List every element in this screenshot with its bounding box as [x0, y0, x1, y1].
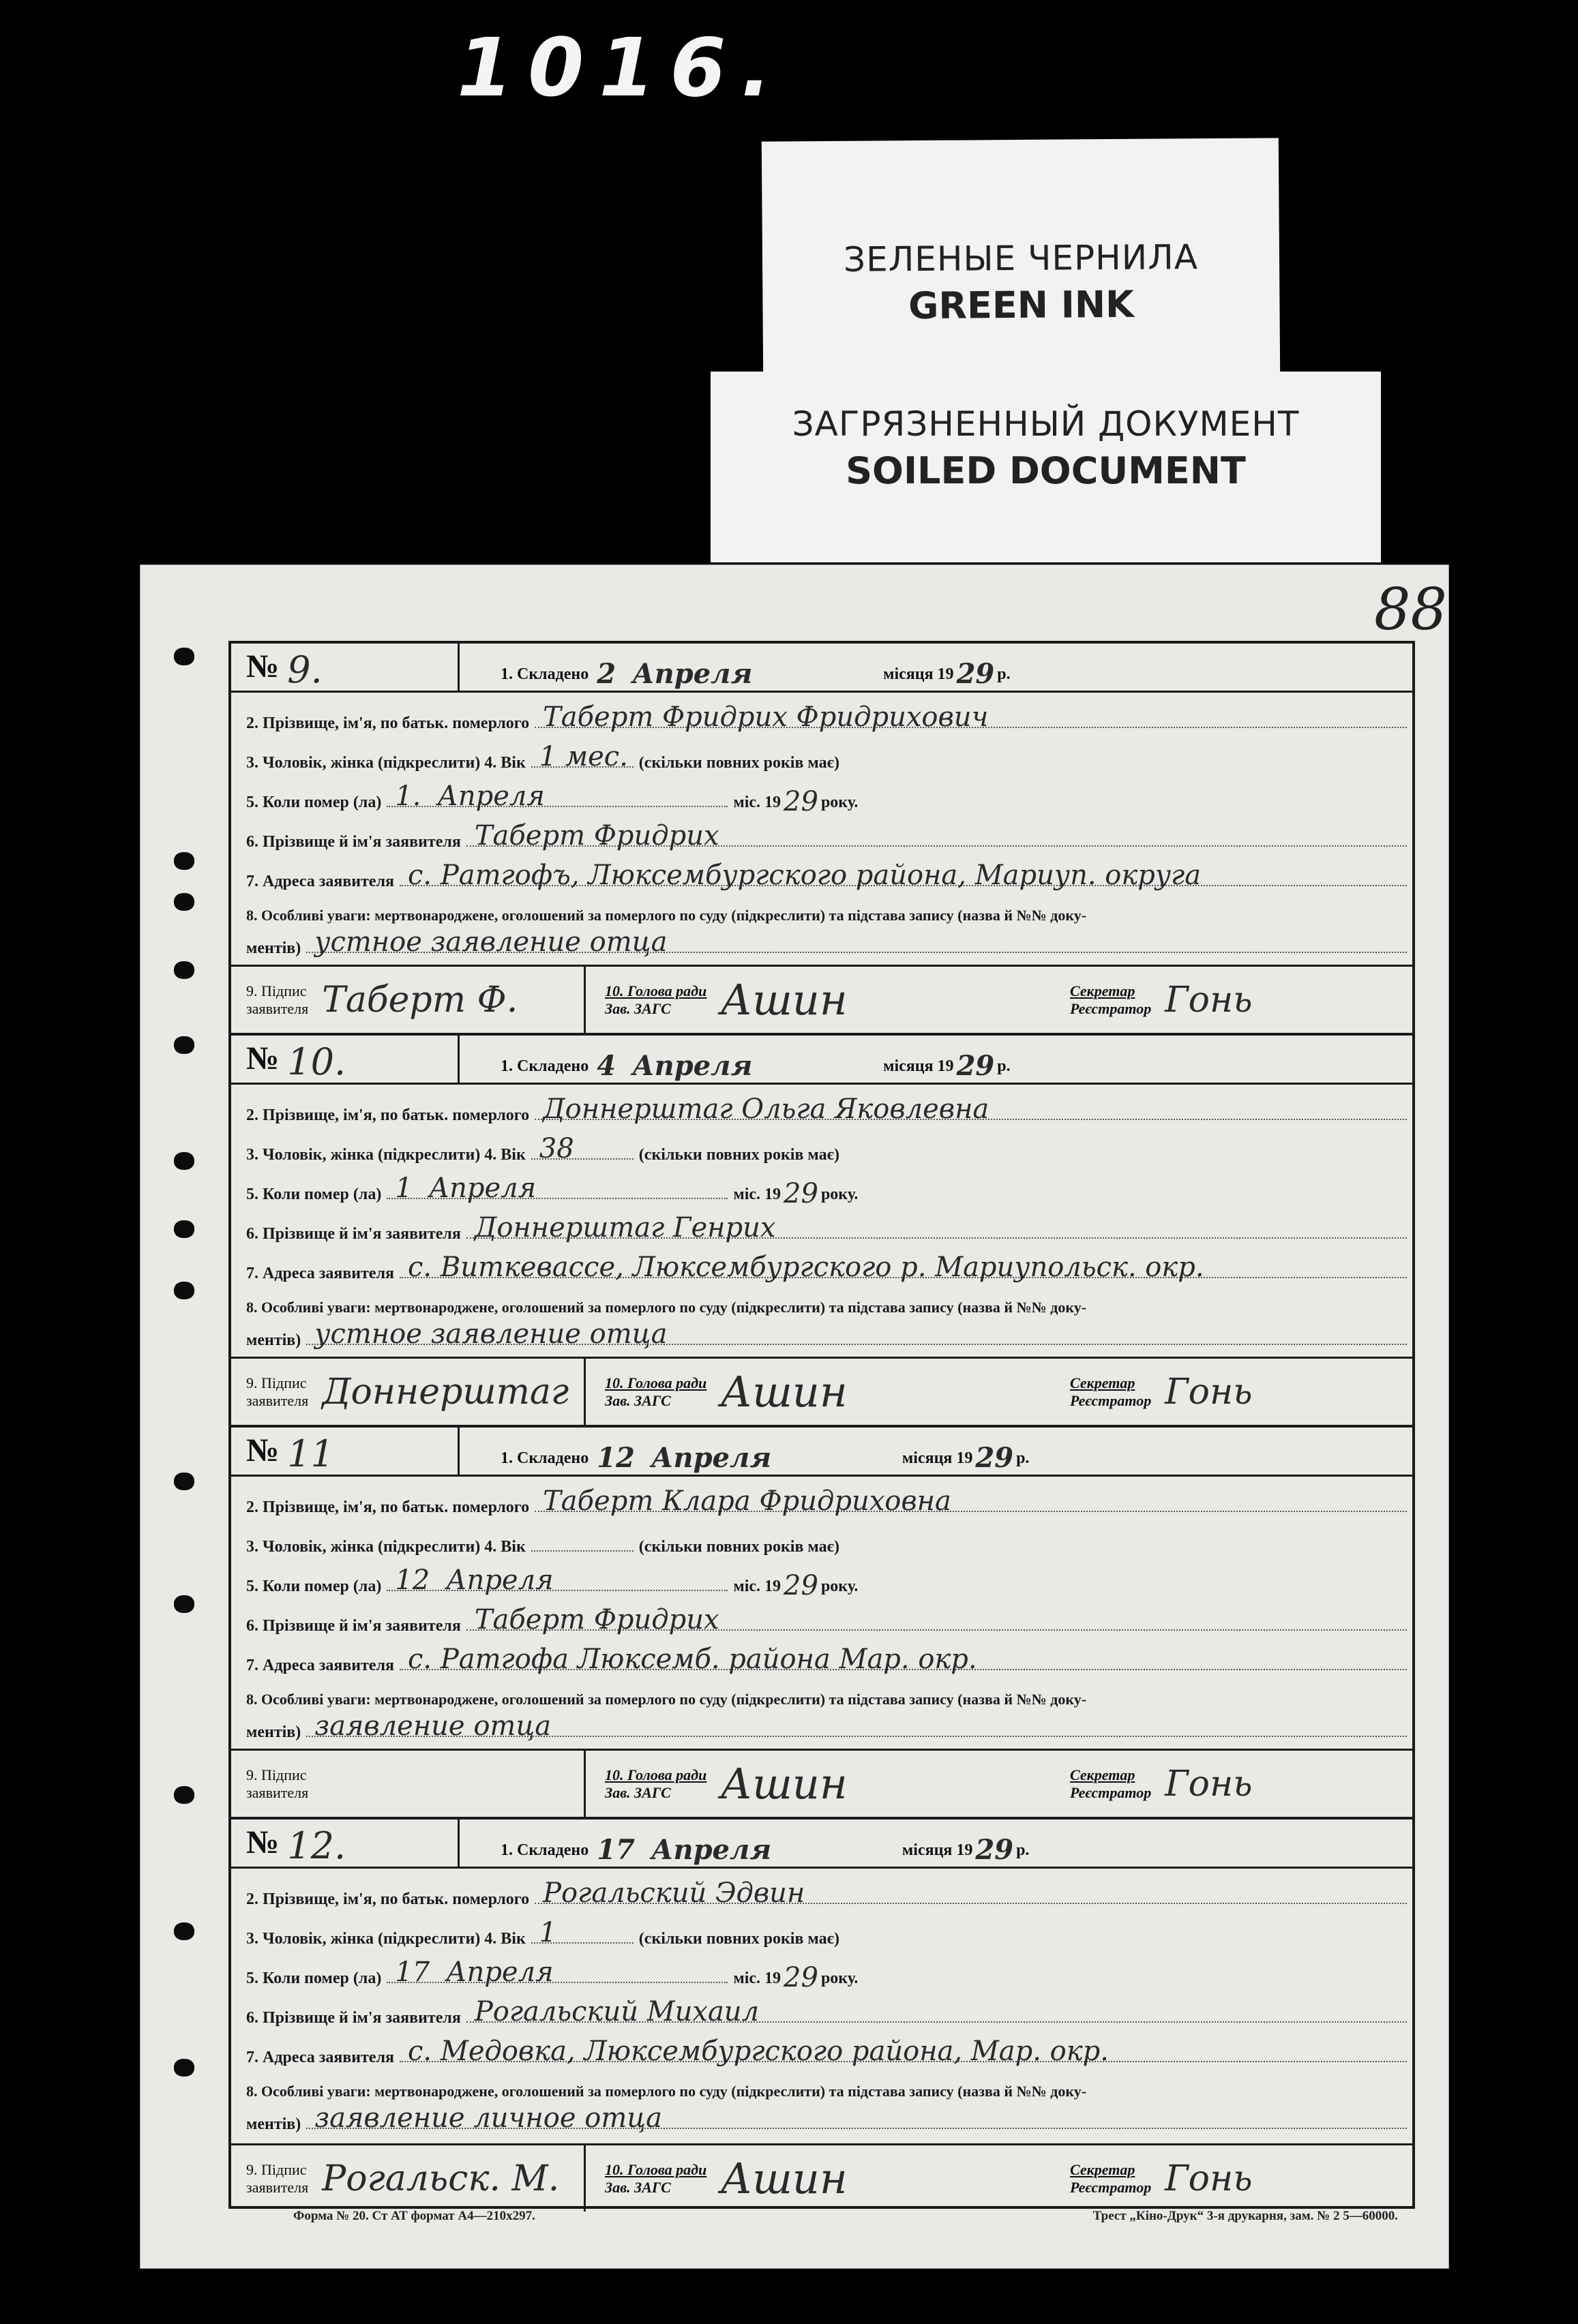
compiled-label: 1. Складено [501, 1057, 589, 1075]
binding-hole [174, 1473, 194, 1490]
death-date-label: 5. Коли помер (ла) [246, 794, 382, 811]
death-date-label: 5. Коли помер (ла) [246, 1970, 382, 1987]
death-record [231, 1820, 1412, 2212]
address-label: 7. Адреса заявителя [246, 1265, 395, 1282]
address-label: 7. Адреса заявителя [246, 1657, 395, 1674]
applicant-label: 6. Прізвище й ім'я заявителя [246, 2009, 461, 2027]
month-label: місяця 19 [902, 1841, 973, 1859]
record-header [231, 644, 1412, 693]
compiled-day: 2 [597, 658, 616, 690]
soiled-document-label [711, 372, 1381, 562]
compiled-label: 1. Складено [501, 1841, 589, 1859]
compiled-date [460, 1440, 1029, 1475]
applicant-field [466, 1996, 1407, 2027]
death-date-row [231, 1556, 1412, 1601]
death-month: Апреля [437, 781, 545, 812]
age-value: 1 [539, 1917, 557, 1948]
sex-age-label: 3. Чоловік, жінка (підкреслити) 4. Вік [246, 1538, 526, 1556]
death-month-label: міс. 19 [733, 1970, 781, 1987]
death-year: 29 [784, 1962, 818, 1993]
death-record [231, 1428, 1412, 1820]
applicant-signature-cell [231, 1751, 586, 1817]
death-year-suffix: року. [820, 1186, 859, 1203]
applicant-signature-label [246, 982, 308, 1018]
deceased-name: Таберт Клара Фридриховна [543, 1485, 951, 1517]
address-row [231, 2027, 1412, 2066]
binding-hole [174, 961, 194, 979]
year-suffix: р. [997, 1057, 1011, 1075]
head-signature-cell [586, 967, 1056, 1033]
applicant-field [466, 820, 1407, 851]
applicant-signature-label-1: 9. Підпис [246, 1766, 307, 1783]
secretary-signature-label [1070, 1374, 1151, 1410]
death-year-suffix: року. [820, 1578, 859, 1595]
applicant-signature-label-2: заявителя [246, 2178, 309, 2196]
record-number-label: № [246, 648, 280, 684]
deceased-field [535, 1093, 1407, 1125]
death-year: 29 [784, 786, 818, 817]
death-date-row [231, 772, 1412, 817]
death-date-label: 5. Коли помер (ла) [246, 1578, 382, 1595]
applicant-signature-cell [231, 967, 586, 1033]
record-number: 9. [287, 648, 323, 691]
record-number-label: № [246, 1432, 280, 1468]
notes-label: 8. Особливі уваги: мертвонароджене, оголошений за померлого по суду (підкреслити) та підстава запису (назва й №№ доку- [246, 2083, 1087, 2100]
death-date-field [387, 1957, 728, 1988]
sex-age-row [231, 732, 1412, 772]
compiled-year: 29 [975, 1442, 1014, 1474]
record-header [231, 1036, 1412, 1085]
death-month: Апреля [446, 1957, 554, 1988]
secretary-signature: Гонь [1165, 2158, 1253, 2199]
secretary-signature-cell [1056, 2145, 1412, 2212]
head-signature: Ашин [720, 975, 848, 1025]
month-label: місяця 19 [883, 665, 954, 683]
age-field [531, 1917, 634, 1948]
record-number-box [231, 1817, 460, 1867]
death-day: 1 [395, 1173, 413, 1204]
applicant-signature-label-2: заявителя [246, 1783, 309, 1801]
full-years-label: (скільки повних років має) [638, 1538, 839, 1556]
death-month: Апреля [446, 1565, 554, 1596]
secretary-signature-label-1: Секретар [1070, 1766, 1135, 1783]
death-day: 1. [395, 781, 421, 812]
notes-value: заявление личное отца [314, 2102, 663, 2134]
applicant-label: 6. Прізвище й ім'я заявителя [246, 1225, 461, 1243]
notes-row [231, 1674, 1412, 1708]
binding-hole [174, 1786, 194, 1804]
binding-hole [174, 852, 194, 870]
applicant-signature-label [246, 1766, 308, 1802]
address-label: 7. Адреса заявителя [246, 873, 395, 890]
binding-hole [174, 1282, 194, 1299]
deceased-label: 2. Прізвище, ім'я, по батьк. померлого [246, 1106, 530, 1124]
applicant-signature: Рогальск. М. [322, 2158, 560, 2199]
deceased-row [231, 1085, 1412, 1124]
soiled-document-label-ru: ЗАГРЯЗНЕННЫЙ ДОКУМЕНТ [792, 404, 1300, 444]
address-field [400, 1252, 1407, 1283]
death-month-label: міс. 19 [733, 794, 781, 811]
footer-printer-info: Трест „Кіно-Друк“ 3-я друкарня, зам. № 2 5—60000. [1092, 2209, 1398, 2223]
secretary-signature-label [1070, 982, 1151, 1018]
age-field [531, 1528, 634, 1552]
death-record [231, 644, 1412, 1036]
head-signature-label [605, 1374, 706, 1410]
binding-hole [174, 2059, 194, 2077]
notes-cont-row [231, 1708, 1412, 1741]
head-signature-cell [586, 1751, 1056, 1817]
record-number-label: № [246, 1040, 280, 1076]
deceased-name: Рогальский Эдвин [543, 1877, 805, 1909]
address-row [231, 851, 1412, 890]
deceased-label: 2. Прізвище, ім'я, по батьк. померлого [246, 1890, 530, 1908]
secretary-signature-cell [1056, 1751, 1412, 1817]
page-number: 88 [1374, 576, 1447, 643]
notes-label: 8. Особливі уваги: мертвонароджене, оголошений за померлого по суду (підкреслити) та підстава запису (назва й №№ доку- [246, 1299, 1087, 1316]
age-field [531, 741, 634, 772]
applicant-signature-label-1: 9. Підпис [246, 982, 307, 999]
secretary-signature-cell [1056, 967, 1412, 1033]
compiled-label: 1. Складено [501, 665, 589, 683]
address-field [400, 2036, 1407, 2067]
record-number: 11 [287, 1432, 334, 1475]
secretary-signature-label-2: Реєстратор [1070, 2178, 1152, 2196]
notes-field [306, 1710, 1407, 1742]
sex-age-row [231, 1908, 1412, 1948]
age-field [531, 1133, 634, 1164]
record-number-box [231, 642, 460, 691]
full-years-label: (скільки повних років має) [638, 1146, 839, 1164]
green-ink-label-en: GREEN INK [908, 282, 1135, 328]
head-signature-label [605, 2161, 706, 2197]
notes-field [306, 1318, 1407, 1350]
applicant-field [466, 1604, 1407, 1635]
death-month-label: міс. 19 [733, 1186, 781, 1203]
deceased-label: 2. Прізвище, ім'я, по батьк. померлого [246, 714, 530, 732]
applicant-name: Доннерштаг Генрих [474, 1212, 776, 1243]
record-number-label: № [246, 1824, 280, 1860]
head-signature-label [605, 982, 706, 1018]
applicant-signature-label [246, 1374, 308, 1410]
sex-age-row [231, 1516, 1412, 1556]
death-year-suffix: року. [820, 794, 859, 811]
death-record [231, 1036, 1412, 1428]
applicant-row [231, 1987, 1412, 2027]
binding-hole [174, 1152, 194, 1170]
applicant-signature-cell [231, 2145, 586, 2212]
binding-hole [174, 1595, 194, 1613]
head-signature-cell [586, 1359, 1056, 1425]
year-suffix: р. [1016, 1449, 1030, 1467]
month-label: місяця 19 [883, 1057, 954, 1075]
applicant-row [231, 1595, 1412, 1635]
binding-hole [174, 1922, 194, 1940]
signature-row [231, 1749, 1412, 1817]
notes-label: 8. Особливі уваги: мертвонароджене, оголошений за померлого по суду (підкреслити) та підстава запису (назва й №№ доку- [246, 1691, 1087, 1708]
applicant-field [466, 1212, 1407, 1243]
deceased-name: Таберт Фридрих Фридрихович [543, 701, 989, 733]
film-number: 1016. [457, 20, 787, 115]
form-footer [293, 2209, 1398, 2236]
notes-row [231, 890, 1412, 924]
footer-form-info: Форма № 20. Ст АТ формат А4—210х297. [293, 2209, 535, 2223]
record-header [231, 1820, 1412, 1869]
notes-cont-row [231, 1316, 1412, 1349]
green-ink-label [762, 138, 1280, 380]
secretary-signature-label-2: Реєстратор [1070, 1391, 1152, 1409]
compiled-month: Апреля [632, 658, 753, 690]
secretary-signature-label-1: Секретар [1070, 982, 1135, 999]
applicant-address: с. Медовка, Люксембургского района, Мар. окр. [408, 2036, 1109, 2067]
month-label: місяця 19 [902, 1449, 973, 1467]
notes-cont-row [231, 924, 1412, 957]
applicant-row [231, 811, 1412, 851]
death-month-label: міс. 19 [733, 1578, 781, 1595]
deceased-row [231, 1869, 1412, 1908]
address-label: 7. Адреса заявителя [246, 2049, 395, 2066]
compiled-day: 4 [597, 1050, 616, 1082]
head-signature-label-2: Зав. ЗАГС [605, 999, 671, 1017]
head-signature-label-1: 10. Голова ради [605, 982, 707, 999]
secretary-signature-label-1: Секретар [1070, 1374, 1135, 1391]
secretary-signature-label-2: Реєстратор [1070, 1783, 1152, 1801]
compiled-year: 29 [956, 658, 995, 690]
head-signature-label-1: 10. Голова ради [605, 2160, 707, 2178]
death-date-label: 5. Коли помер (ла) [246, 1186, 382, 1203]
applicant-name: Таберт Фридрих [474, 1604, 719, 1635]
notes-cont-label: ментів) [246, 1331, 301, 1349]
notes-cont-row [231, 2100, 1412, 2133]
head-signature: Ашин [720, 1759, 848, 1809]
deceased-field [535, 1877, 1407, 1909]
applicant-signature: Таберт Ф. [322, 979, 518, 1021]
applicant-label: 6. Прізвище й ім'я заявителя [246, 1617, 461, 1635]
death-date-row [231, 1948, 1412, 1993]
deceased-field [535, 1485, 1407, 1517]
death-year: 29 [784, 1178, 818, 1209]
binding-hole [174, 1220, 194, 1238]
death-date-field [387, 1173, 728, 1204]
applicant-signature-label [246, 2161, 308, 2197]
notes-field [306, 2102, 1407, 2134]
notes-field [306, 926, 1407, 958]
death-year: 29 [784, 1570, 818, 1601]
record-number-box [231, 1033, 460, 1083]
notes-cont-label: ментів) [246, 2115, 301, 2133]
death-year-suffix: року. [820, 1970, 859, 1987]
sex-age-label: 3. Чоловік, жінка (підкреслити) 4. Вік [246, 754, 526, 772]
binding-hole [174, 1036, 194, 1054]
signature-row [231, 2143, 1412, 2212]
record-number: 12. [287, 1824, 346, 1867]
compiled-date [460, 1832, 1029, 1867]
age-value: 38 [539, 1133, 574, 1164]
applicant-signature-label-2: заявителя [246, 999, 309, 1017]
year-suffix: р. [997, 665, 1011, 683]
secretary-signature-label [1070, 2161, 1151, 2197]
age-value: 1 мес. [539, 741, 628, 772]
notes-cont-label: ментів) [246, 939, 301, 957]
applicant-signature-label-1: 9. Підпис [246, 1374, 307, 1391]
head-signature-cell [586, 2145, 1056, 2212]
binding-hole [174, 648, 194, 665]
death-date-field [387, 781, 728, 812]
address-field [400, 860, 1407, 891]
secretary-signature: Гонь [1165, 1763, 1253, 1805]
secretary-signature: Гонь [1165, 979, 1253, 1021]
notes-value: устное заявление отца [314, 926, 668, 958]
applicant-signature-cell [231, 1359, 586, 1425]
notes-value: заявление отца [314, 1710, 552, 1742]
binding-holes [174, 641, 215, 2209]
compiled-month: Апреля [651, 1834, 772, 1866]
secretary-signature-label-1: Секретар [1070, 2160, 1135, 2178]
compiled-date [460, 657, 1011, 691]
applicant-label: 6. Прізвище й ім'я заявителя [246, 833, 461, 851]
secretary-signature: Гонь [1165, 1371, 1253, 1413]
address-field [400, 1644, 1407, 1675]
notes-label: 8. Особливі уваги: мертвонароджене, оголошений за померлого по суду (підкреслити) та підстава запису (назва й №№ доку- [246, 907, 1087, 924]
applicant-name: Таберт Фридрих [474, 820, 719, 851]
death-date-row [231, 1164, 1412, 1209]
deceased-name: Доннерштаг Ольга Яковлевна [543, 1093, 989, 1125]
death-month: Апреля [428, 1173, 537, 1204]
soiled-document-label-en: SOILED DOCUMENT [846, 449, 1246, 492]
deceased-row [231, 693, 1412, 732]
applicant-name: Рогальский Михаил [474, 1996, 760, 2027]
full-years-label: (скільки повних років має) [638, 1930, 839, 1948]
secretary-signature-label-2: Реєстратор [1070, 999, 1152, 1017]
head-signature-label-1: 10. Голова ради [605, 1766, 707, 1783]
death-date-field [387, 1565, 728, 1596]
head-signature-label-2: Зав. ЗАГС [605, 1783, 671, 1801]
head-signature-label-2: Зав. ЗАГС [605, 1391, 671, 1409]
applicant-signature-label-1: 9. Підпис [246, 2160, 307, 2178]
notes-row [231, 1282, 1412, 1316]
sex-age-label: 3. Чоловік, жінка (підкреслити) 4. Вік [246, 1930, 526, 1948]
sex-age-row [231, 1124, 1412, 1164]
compiled-month: Апреля [651, 1442, 772, 1474]
compiled-year: 29 [956, 1050, 995, 1082]
notes-row [231, 2066, 1412, 2100]
binding-hole [174, 893, 194, 911]
applicant-address: с. Виткевассе, Люксембургского р. Мариупольск. окр. [408, 1252, 1204, 1283]
sex-age-label: 3. Чоловік, жінка (підкреслити) 4. Вік [246, 1146, 526, 1164]
compiled-day: 12 [597, 1442, 635, 1474]
death-register-form [228, 641, 1415, 2209]
green-ink-label-ru: ЗЕЛЕНЫЕ ЧЕРНИЛА [843, 237, 1199, 280]
full-years-label: (скільки повних років має) [638, 754, 839, 772]
head-signature-label-2: Зав. ЗАГС [605, 2178, 671, 2196]
record-number: 10. [287, 1040, 346, 1083]
death-day: 12 [395, 1565, 430, 1596]
applicant-address: с. Ратгофа Люксемб. района Мар. окр. [408, 1644, 977, 1675]
compiled-year: 29 [975, 1834, 1014, 1866]
secretary-signature-label [1070, 1766, 1151, 1802]
head-signature: Ашин [720, 2154, 848, 2203]
secretary-signature-cell [1056, 1359, 1412, 1425]
applicant-row [231, 1203, 1412, 1243]
deceased-field [535, 701, 1407, 733]
head-signature: Ашин [720, 1367, 848, 1417]
record-header [231, 1428, 1412, 1477]
address-row [231, 1243, 1412, 1282]
notes-cont-label: ментів) [246, 1723, 301, 1741]
year-suffix: р. [1016, 1841, 1030, 1859]
applicant-signature: Доннерштаг [322, 1371, 569, 1413]
compiled-label: 1. Складено [501, 1449, 589, 1467]
record-number-box [231, 1425, 460, 1475]
compiled-day: 17 [597, 1834, 635, 1866]
death-day: 17 [395, 1957, 430, 1988]
deceased-label: 2. Прізвище, ім'я, по батьк. померлого [246, 1498, 530, 1516]
compiled-month: Апреля [632, 1050, 753, 1082]
signature-row [231, 965, 1412, 1033]
compiled-date [460, 1048, 1011, 1083]
notes-value: устное заявление отца [314, 1318, 668, 1350]
applicant-signature-label-2: заявителя [246, 1391, 309, 1409]
deceased-row [231, 1477, 1412, 1516]
signature-row [231, 1357, 1412, 1425]
applicant-address: с. Ратгофъ, Люксембургского района, Мариуп. округа [408, 860, 1202, 891]
address-row [231, 1635, 1412, 1674]
head-signature-label-1: 10. Голова ради [605, 1374, 707, 1391]
head-signature-label [605, 1766, 706, 1802]
